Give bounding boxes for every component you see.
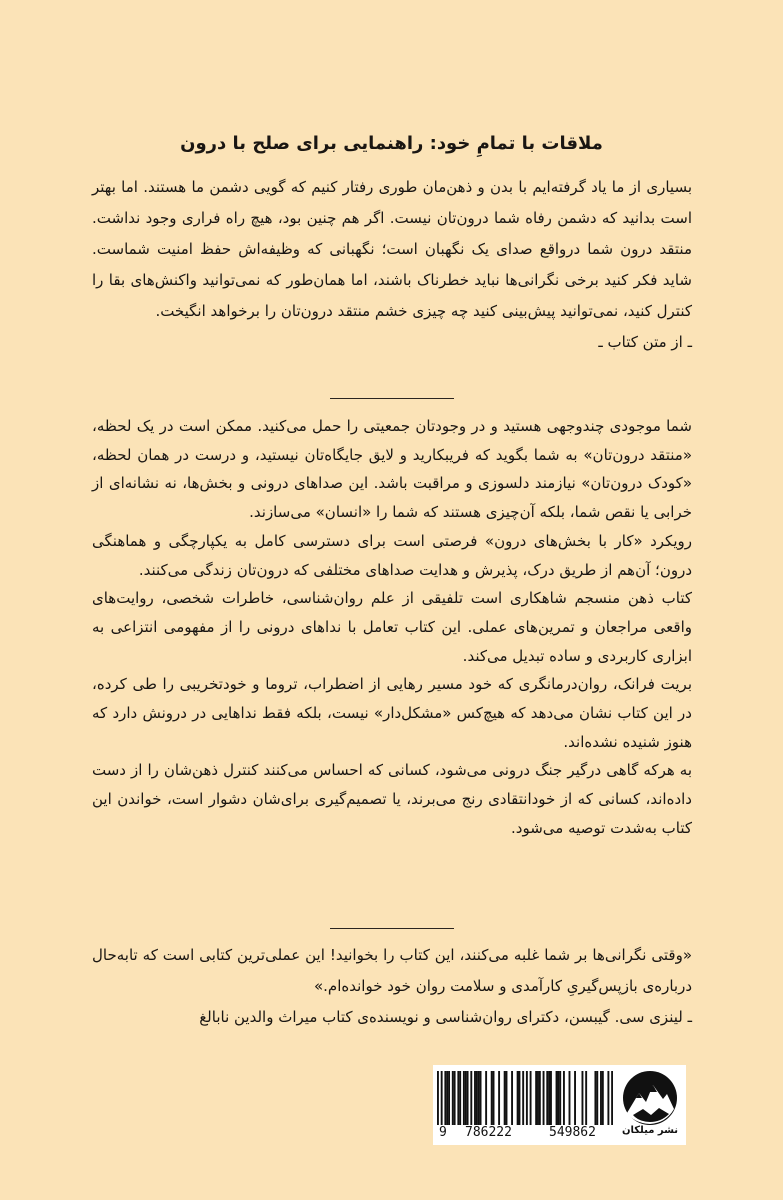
isbn-number [437,1125,615,1143]
mountains-circle-icon [621,1069,679,1127]
barcode-bar [537,1071,539,1125]
barcode-bar [485,1071,487,1125]
barcode-bar [441,1071,443,1125]
barcode-bar [611,1071,613,1125]
barcode-icon [437,1071,613,1125]
barcode-bar [607,1071,609,1125]
barcode-bar [600,1071,602,1125]
barcode-bar [602,1071,604,1125]
barcode-bar [478,1071,480,1125]
divider [330,928,454,929]
barcode-bar [546,1071,548,1125]
barcode-bar [470,1071,472,1125]
description-paragraph: بریت فرانک، روان‌درمانگری که خود مسیر رهایی از اضطراب، تروما و خودتخریبی را طی کرده، در این کتاب نشان می‌دهد که هیچ‌کس «مشکل‌دار» نیست، بلکه فقط نداهایی در درونش دارد که هنوز شنیده نشده‌اند. [92,675,692,751]
barcode-bar [585,1071,587,1125]
barcode-bar [594,1071,596,1125]
barcode-bar [491,1071,493,1125]
barcode-bar [530,1071,532,1125]
barcode-bar [480,1071,482,1125]
barcode-bar [543,1071,545,1125]
publisher-logo [619,1069,681,1141]
barcode-bar [556,1071,558,1125]
barcode-bar [465,1071,467,1125]
barcode-bar [493,1071,495,1125]
barcode-bar [437,1071,439,1125]
barcode-bar [582,1071,584,1125]
publisher-name: نشر میلکان [621,1125,679,1136]
description-paragraph: کتاب ذهن منسجم شاهکاری است تلفیقی از علم روان‌شناسی، خاطرات شخصی، روایت‌های واقعی مراجعان و تمرین‌های عملی. این کتاب تعامل با نداهای درونی را از مفهومی انتزاعی به ابزاری کاربردی و ساده تبدیل می‌کند. [92,589,692,665]
endorsement-attribution: ـ لینزی سی. گیبسن، دکترای روان‌شناسی و نویسنده‌ی کتاب میراث والدین نابالغ [199,1008,692,1026]
barcode-bar [498,1071,500,1125]
barcode-bar [476,1071,478,1125]
barcode-bar [526,1071,528,1125]
endorsement-quote: «وقتی نگرانی‌ها بر شما غلبه می‌کنند، این کتاب را بخوانید! این عملی‌ترین کتابی است که تابه‌حال درباره‌ی بازپس‌گیریِ کارآمدی و سلامت روان خود خوانده‌ام.» [92,946,692,995]
description-paragraph: به هرکه گاهی درگیر جنگ درونی می‌شود، کسانی که احساس می‌کنند کنترل ذهن‌شان را از دست داده‌اند، کسانی که از خودانتقادی رنج می‌برند، یا تصمیم‌گیری برای‌شان دشوار است، خواندن این کتاب به‌شدت توصیه می‌شود. [92,761,692,837]
barcode-bar [596,1071,598,1125]
book-title: ملاقات با تمامِ خود: راهنمایی برای صلح با درون [180,133,603,154]
barcode-bar [444,1071,446,1125]
barcode-bar [535,1071,537,1125]
barcode-bar [448,1071,450,1125]
barcode-bar [517,1071,519,1125]
barcode-bar [459,1071,461,1125]
barcode-bar [550,1071,552,1125]
barcode-bar [511,1071,513,1125]
barcode-box [433,1065,686,1145]
barcode-bar [463,1071,465,1125]
barcode-bar [539,1071,541,1125]
barcode-bar [563,1071,565,1125]
endorsement [92,940,692,1033]
barcode-bar [548,1071,550,1125]
book-description [92,412,692,843]
barcode-bar [557,1071,559,1125]
book-excerpt [92,172,692,358]
barcode-bar [452,1071,454,1125]
barcode-bar [457,1071,459,1125]
description-paragraph: شما موجودی چندوجهی هستید و در وجودتان جمعیتی را حمل می‌کنید. ممکن است در یک لحظه، «منتقد درون‌تان» به شما بگوید که فریبکارید و لایق جایگاه‌تان نیستید، و درست در همان لحظه، «کودک درون‌تان» نیازمند دلسوزی و مراقبت باشد. این صداهای درونی و بخش‌ها، نه نشانه‌ای از خرابی یا نقص شما، بلکه آن‌چیزی هستند که شما را «انسان» می‌سازند. [92,417,692,522]
barcode-bar [522,1071,524,1125]
isbn-group-2: 549862 [549,1125,596,1140]
barcode-bar [454,1071,456,1125]
barcode-bar [467,1071,469,1125]
excerpt-text: بسیاری از ما یاد گرفته‌ایم با بدن و ذهن‌مان طوری رفتار کنیم که گویی دشمن ما هستند. اما بهتر است بدانید که دشمن رفاه شما درون‌تان نیست. اگر هم چنین بود، هیچ راه فراری وجود نداشت. منتقد درون شما درواقع صدای یک نگهبان است؛ نگهبانی که وظیفه‌اش حفظ امنیت شماست. شاید فکر کنید برخی نگرانی‌ها نباید خطرناک باشند، اما همان‌طور که نمی‌توانید واکنش‌های بقا را کنترل کنید، نمی‌توانید پیش‌بینی کنید چه چیزی خشم منتقد درون‌تان را برخواهد انگیخت. [92,178,692,320]
divider [330,398,454,399]
isbn-lead-digit: 9 [439,1125,447,1140]
barcode-bar [559,1071,561,1125]
barcode-bar [474,1071,476,1125]
barcode-bar [519,1071,521,1125]
description-paragraph: رویکرد «کار با بخش‌های درون» فرصتی است برای دسترسی کامل به یکپارچگی و هماهنگی درون؛ آن‌هم از طریق درک، پذیرش و هدایت صداهای مختلفی که درون‌تان زندگی می‌کنند. [92,531,692,579]
isbn-group-1: 786222 [465,1125,512,1140]
barcode-bar [504,1071,506,1125]
excerpt-source: ـ از متن کتاب ـ [598,333,692,351]
barcode-bar [569,1071,571,1125]
barcode-bar [506,1071,508,1125]
barcode-bar [446,1071,448,1125]
barcode-bar [574,1071,576,1125]
